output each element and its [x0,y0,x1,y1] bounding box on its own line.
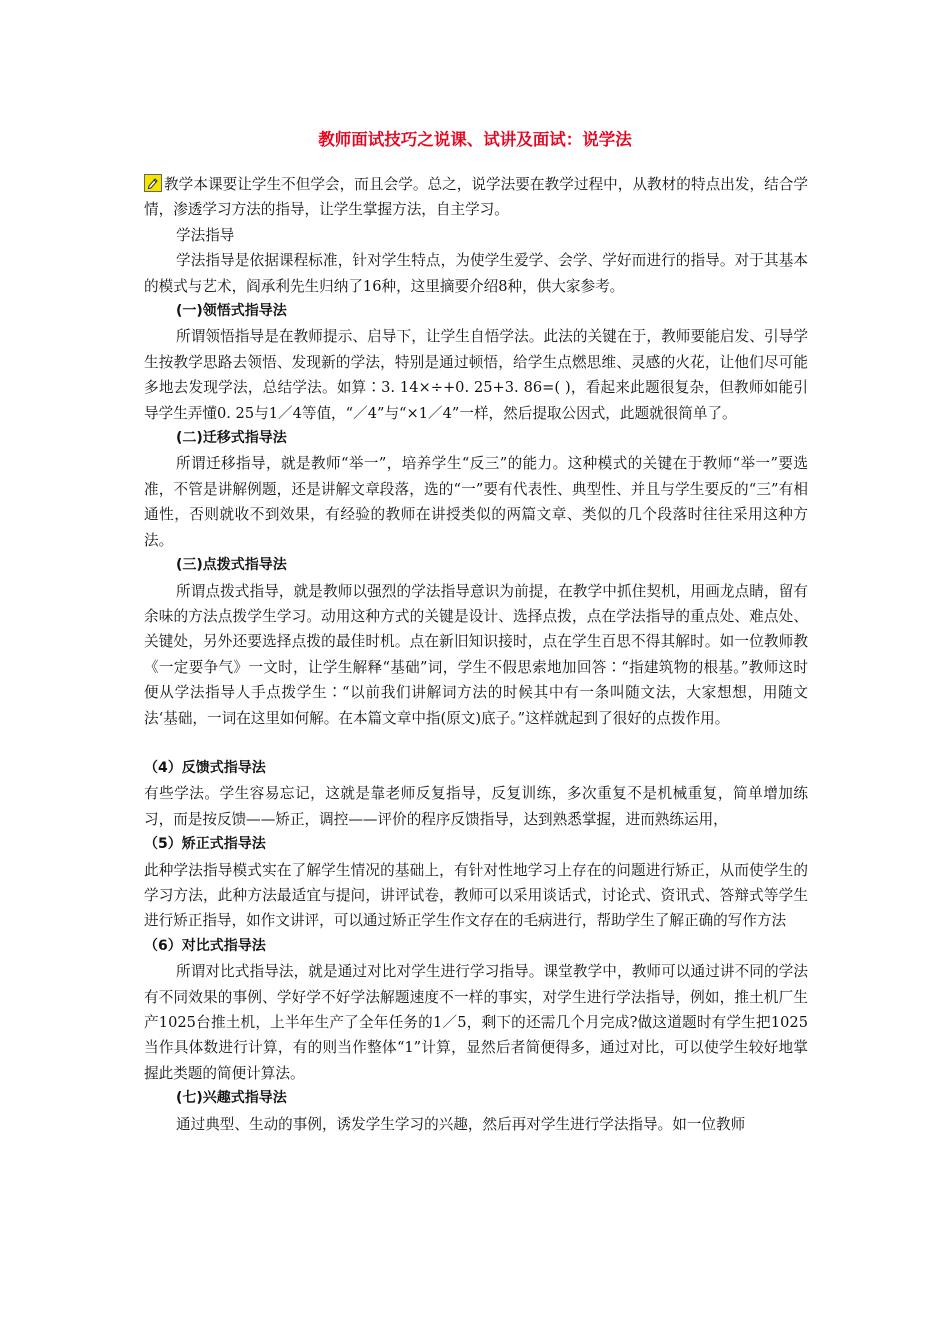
method-heading-6: （6）对比式指导法 [144,937,266,954]
method-text-2: 所谓迁移指导，就是教师“举一”，培养学生“反三”的能力。这种模式的关键在于教师“举一”要选准，不管是讲解例题，还是讲解文章段落，选的“一”要有代表性、典型性、并且与学生要反的“三”有相通性，否则就收不到效果，有经验的教师在讲授类似的两篇文章、类似的几个段落时往往采用这种方法。 [144,455,808,549]
document-body [144,172,808,1137]
method-text-7: 通过典型、生动的事例，诱发学生学习的兴趣，然后再对学生进行学法指导。如一位教师 [176,1115,746,1133]
method-heading-2: (二)迁移式指导法 [176,430,287,447]
method-text-6: 所谓对比式指导法，就是通过对比对学生进行学习指导。课堂教学中，教师可以通过讲不同的学法有不同效果的事例、学好学不好学法解题速度不一样的事实，对学生进行学法指导，例如，推土机厂生产1025台推土机，上半年生产了全年任务的1／5，剩下的还需几个月完成?做这道题时有学生把1025当作具体数进行计算，有的则当作整体“1”计算，显然后者简便得多，通过对比，可以使学生较好地掌握此类题的简便计算法。 [144,963,808,1082]
method-text-3: 所谓点拨式指导，就是教师以强烈的学法指导意识为前提，在教学中抓住契机，用画龙点睛，留有余味的方法点拨学生学习。动用这种方式的关键是设计、选择点拨，点在学法指导的重点处、难点处、关键处，另外还要选择点拨的最佳时机。点在新旧知识接时，点在学生百思不得其解时。如一位教师教《一定要争气》一文时，让学生解释“基础”词，学生不假思索地加回答∶“指建筑物的根基。”教师这时便从学法指导人手点拨学生∶“以前我们讲解词方法的时候其中有一条叫随文法，大家想想，用随文法‘基础，一词在这里如何解。在本篇文章中指(原文)底子。”这样就起到了很好的点拨作用。 [144,582,808,727]
method-heading-4: （4）反馈式指导法 [144,759,266,776]
method-heading-5: （5）矫正式指导法 [144,836,266,853]
blank-line [144,731,808,756]
overview-paragraph: 学法指导是依据课程标准，针对学生特点，为使学生爱学、会学、学好而进行的指导。对于其基本的模式与艺术，阎承利先生归纳了16种，这里摘要介绍8种，供大家参考。 [144,252,808,295]
method-heading-7: (七)兴趣式指导法 [176,1090,287,1107]
method-text-4: 有些学法。学生容易忘记，这就是靠老师反复指导，反复训练，多次重复不是机械重复，简单增加练习，而是按反馈——矫正，调控——评价的程序反馈指导，达到熟悉掌握，进而熟练运用， [144,785,808,828]
method-heading-3: (三)点拨式指导法 [176,557,287,574]
method-text-1: 所谓领悟指导是在教师提示、启导下，让学生自悟学法。此法的关键在于，教师要能启发、引导学生按教学思路去领悟、发现新的学法，特别是通过顿悟，给学生点燃思维、灵感的火花，让他们尽可能多地去发现学法，总结学法。如算∶3. 14×÷+0. 25+3. 86=( )，看起来此题很复杂，但教师如能引导学生弄懂0. 25与1／4等值，“／4”与“×1／4”一样，然后提取公因式，此题就很简单了。 [144,328,808,422]
section-label: 学法指导 [176,226,235,244]
intro-paragraph [144,172,808,223]
pencil-note-icon [144,174,162,192]
method-text-5: 此种学法指导模式实在了解学生情况的基础上，有针对性地学习上存在的问题进行矫正，从而使学生的学习方法，此种方法最适宜与提问，讲评试卷，教师可以采用谈话式，讨论式、资讯式、答辩式等学生进行矫正指导，如作文讲评，可以通过矫正学生作文存在的毛病进行，帮助学生了解正确的写作方法 [144,861,808,930]
document-title: 教师面试技巧之说课、试讲及面试：说学法 [318,130,632,149]
method-heading-1: (一)领悟式指导法 [176,303,287,320]
intro-text: 教学本课要让学生不但学会，而且会学。总之，说学法要在教学过程中，从教材的特点出发，结合学情，渗透学习方法的指导，让学生掌握方法，自主学习。 [144,176,808,219]
